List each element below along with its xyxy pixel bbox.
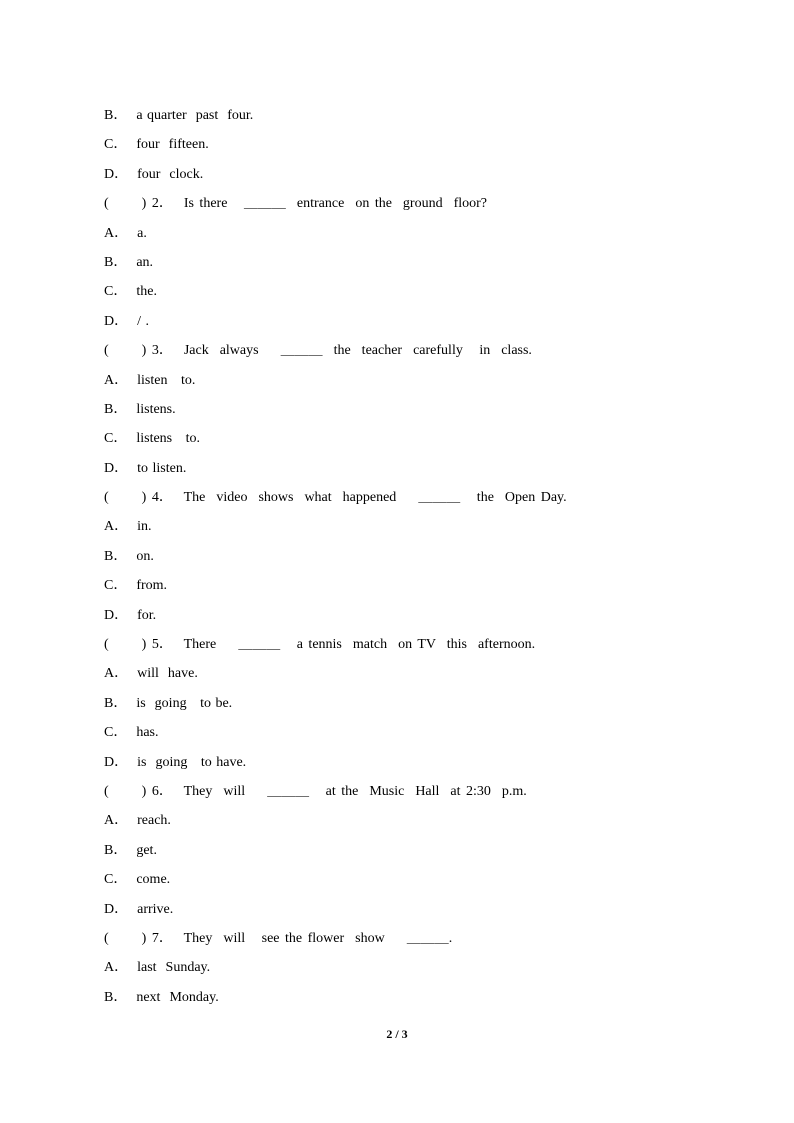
option-line: C． come.	[104, 872, 171, 888]
option-line: C． has.	[104, 725, 159, 741]
option-line: D． for.	[104, 607, 157, 623]
option-line: B． listens.	[104, 401, 176, 417]
question-line: ( ) 4． The video shows what happened ＿＿＿ the Open Day.	[104, 490, 567, 506]
option-line: D． arrive.	[104, 901, 174, 917]
option-line: D． four clock.	[104, 166, 204, 182]
option-line: A． will have.	[104, 666, 198, 682]
option-line: B． next Monday.	[104, 989, 219, 1005]
option-line: D． to listen.	[104, 460, 187, 476]
option-line: D． is going to have.	[104, 754, 247, 770]
option-line: C． from.	[104, 578, 168, 594]
option-line: A． in.	[104, 519, 152, 535]
option-line: A． last Sunday.	[104, 960, 211, 976]
question-line: ( ) 3． Jack always ＿＿＿ the teacher carefully in class.	[104, 343, 532, 359]
option-line: A． reach.	[104, 813, 171, 829]
option-line: B． a quarter past four.	[104, 108, 254, 123]
question-line: ( ) 2． Is there ＿＿＿ entrance on the ground floor?	[104, 196, 488, 212]
option-line: C． the.	[104, 284, 157, 300]
question-line: ( ) 5． There ＿＿＿ a tennis match on TV this afternoon.	[104, 637, 536, 653]
option-line: B． is going to be.	[104, 695, 233, 711]
option-line: C． four fifteen.	[104, 137, 209, 153]
option-line: B． an.	[104, 254, 154, 270]
option-line: B． on.	[104, 548, 154, 564]
page-number: 2 / 3	[386, 1027, 408, 1041]
question-line: ( ) 7． They will see the flower show ＿＿＿.	[104, 930, 453, 946]
option-line: D． / .	[104, 313, 149, 329]
question-line: ( ) 6． They will ＿＿＿ at the Music Hall at 2:30 p.m.	[104, 783, 527, 799]
option-line: A． a.	[104, 225, 147, 241]
option-line: B． get.	[104, 842, 157, 858]
exercise-lines	[104, 105, 724, 1016]
option-line: C． listens to.	[104, 431, 201, 447]
option-line: A． listen to.	[104, 372, 196, 388]
